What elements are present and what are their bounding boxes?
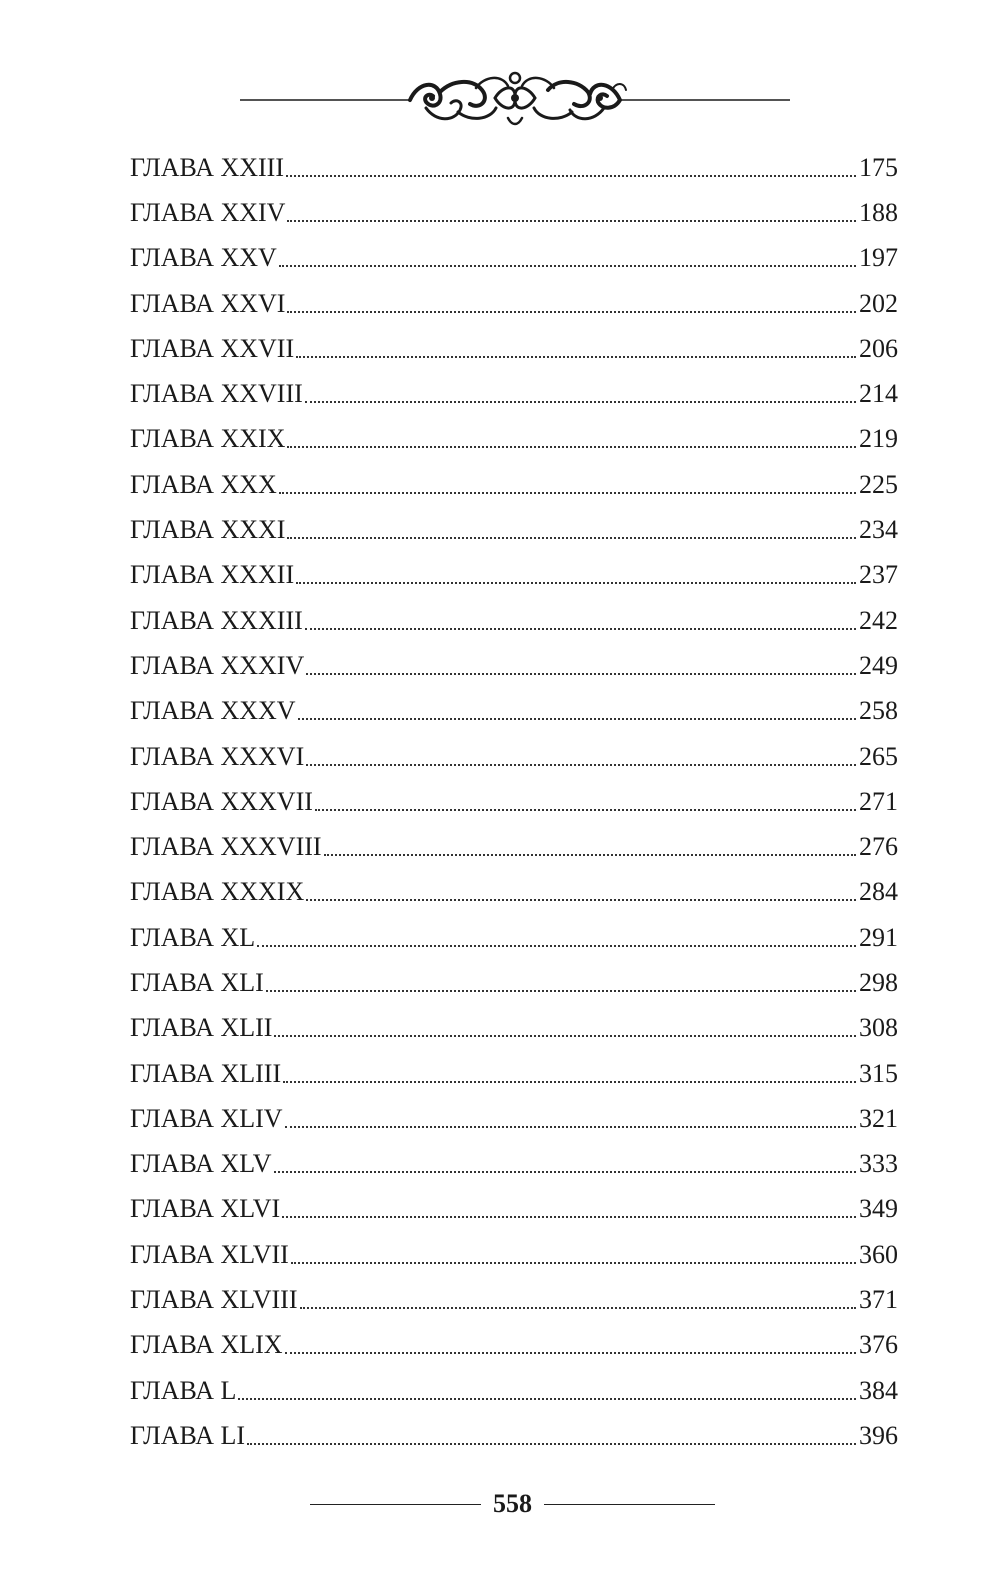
toc-entry-page: 225 <box>859 469 898 499</box>
toc-entry-page: 219 <box>859 424 898 454</box>
toc-entry-title: ГЛАВА XXXIX <box>130 877 305 907</box>
toc-entry <box>130 371 898 416</box>
toc-entry-page: 384 <box>859 1375 898 1405</box>
toc-entry-page: 237 <box>859 560 898 590</box>
toc-entry <box>130 643 898 688</box>
toc-entry <box>130 507 898 552</box>
toc-entry-title: ГЛАВА XLVII <box>130 1239 289 1269</box>
toc-entry <box>130 779 898 824</box>
toc-dot-leader <box>274 1171 856 1173</box>
toc-dot-leader <box>279 492 856 494</box>
toc-dot-leader <box>296 582 856 584</box>
toc-dot-leader <box>291 1262 856 1264</box>
toc-entry <box>130 960 898 1005</box>
header-ornament-icon <box>240 68 790 130</box>
toc-dot-leader <box>285 1352 856 1354</box>
toc-entry <box>130 1232 898 1277</box>
toc-entry-page: 265 <box>859 741 898 771</box>
toc-entry <box>130 326 898 371</box>
toc-entry-title: ГЛАВА LI <box>130 1420 246 1450</box>
toc-entry-page: 321 <box>859 1103 898 1133</box>
toc-entry <box>130 1051 898 1096</box>
toc-entry-title: ГЛАВА XXX <box>130 469 277 499</box>
toc-entry <box>130 145 898 190</box>
toc-entry-page: 298 <box>859 967 898 997</box>
toc-dot-leader <box>324 854 856 856</box>
toc-entry-page: 188 <box>859 197 898 227</box>
toc-entry <box>130 598 898 643</box>
toc-dot-leader <box>287 220 856 222</box>
toc-entry-page: 284 <box>859 877 898 907</box>
toc-dot-leader <box>238 1398 856 1400</box>
toc-entry-page: 349 <box>859 1194 898 1224</box>
toc-entry <box>130 553 898 598</box>
toc-entry <box>130 870 898 915</box>
toc-dot-leader <box>305 628 856 630</box>
toc-dot-leader <box>274 1035 856 1037</box>
toc-entry-page: 276 <box>859 832 898 862</box>
toc-dot-leader <box>285 1126 856 1128</box>
toc-entry <box>130 417 898 462</box>
toc-dot-leader <box>300 1307 857 1309</box>
toc-entry-title: ГЛАВА XXXIII <box>130 605 303 635</box>
toc-entry-title: ГЛАВА XLIX <box>130 1330 283 1360</box>
toc-entry-title: ГЛАВА XXVII <box>130 333 295 363</box>
toc-entry-title: ГЛАВА XXXVII <box>130 786 313 816</box>
toc-entry <box>130 915 898 960</box>
toc-dot-leader <box>286 175 856 177</box>
toc-entry-title: ГЛАВА XXXIV <box>130 650 305 680</box>
toc-entry-page: 360 <box>859 1239 898 1269</box>
toc-entry-page: 333 <box>859 1149 898 1179</box>
toc-entry-page: 214 <box>859 379 898 409</box>
toc-entry-title: ГЛАВА XXXVIII <box>130 832 322 862</box>
toc-entry-page: 206 <box>859 333 898 363</box>
toc-entry <box>130 190 898 235</box>
toc-entry-title: ГЛАВА XLI <box>130 967 264 997</box>
toc-entry <box>130 689 898 734</box>
toc-entry-title: ГЛАВА XXXII <box>130 560 295 590</box>
toc-entry-page: 376 <box>859 1330 898 1360</box>
toc-dot-leader <box>283 1081 856 1083</box>
toc-entry <box>130 1006 898 1051</box>
toc-dot-leader <box>306 673 856 675</box>
toc-dot-leader <box>257 945 856 947</box>
toc-entry-title: ГЛАВА XLII <box>130 1013 273 1043</box>
toc-entry <box>130 824 898 869</box>
toc-dot-leader <box>315 809 856 811</box>
toc-entry-page: 234 <box>859 515 898 545</box>
page-footer <box>310 1484 715 1524</box>
toc-dot-leader <box>306 899 856 901</box>
toc-entry <box>130 734 898 779</box>
toc-entry-title: ГЛАВА XXVI <box>130 288 286 318</box>
toc-entry <box>130 1142 898 1187</box>
toc-entry-title: ГЛАВА XXXVI <box>130 741 305 771</box>
toc-entry-page: 271 <box>859 786 898 816</box>
toc-entry-title: ГЛАВА XXXI <box>130 515 286 545</box>
toc-entry-title: ГЛАВА XXIII <box>130 152 284 182</box>
toc-entry-title: ГЛАВА XLV <box>130 1149 272 1179</box>
toc-dot-leader <box>282 1216 856 1218</box>
toc-dot-leader <box>296 356 856 358</box>
toc-dot-leader <box>306 764 856 766</box>
toc-entry-page: 175 <box>859 152 898 182</box>
toc-entry-title: ГЛАВА XXVIII <box>130 379 303 409</box>
toc-entry-title: ГЛАВА XLIII <box>130 1058 282 1088</box>
page-number: 558 <box>493 1489 532 1518</box>
toc-entry-title: ГЛАВА XXIX <box>130 424 286 454</box>
toc-dot-leader <box>298 718 856 720</box>
toc-dot-leader <box>287 537 856 539</box>
toc-entry <box>130 281 898 326</box>
toc-entry-title: ГЛАВА XLIV <box>130 1103 283 1133</box>
toc-entry-page: 242 <box>859 605 898 635</box>
footer-rule-left <box>310 1504 481 1505</box>
toc-entry-title: ГЛАВА XLVIII <box>130 1285 298 1315</box>
toc-entry-page: 258 <box>859 696 898 726</box>
toc-entry <box>130 1096 898 1141</box>
toc-entry-page: 202 <box>859 288 898 318</box>
toc-entry-title: ГЛАВА XXV <box>130 243 277 273</box>
toc-entry-title: ГЛАВА XLVI <box>130 1194 281 1224</box>
toc-entry-title: ГЛАВА XXXV <box>130 696 296 726</box>
toc-entry <box>130 462 898 507</box>
toc-dot-leader <box>287 446 856 448</box>
toc-dot-leader <box>266 990 856 992</box>
toc-entry-title: ГЛАВА L <box>130 1375 237 1405</box>
toc-entry-title: ГЛАВА XXIV <box>130 197 286 227</box>
toc-entry <box>130 1368 898 1413</box>
toc-entry-page: 197 <box>859 243 898 273</box>
toc-entry-page: 249 <box>859 650 898 680</box>
toc-entry-page: 396 <box>859 1420 898 1450</box>
toc-entry-title: ГЛАВА XL <box>130 922 256 952</box>
toc-dot-leader <box>287 311 856 313</box>
toc-dot-leader <box>279 265 856 267</box>
toc-entry-page: 308 <box>859 1013 898 1043</box>
table-of-contents <box>130 145 898 1459</box>
footer-rule-right <box>544 1504 715 1505</box>
toc-dot-leader <box>305 401 856 403</box>
toc-entry-page: 315 <box>859 1058 898 1088</box>
toc-entry <box>130 1187 898 1232</box>
toc-entry-page: 291 <box>859 922 898 952</box>
toc-entry <box>130 1413 898 1458</box>
toc-entry <box>130 1323 898 1368</box>
toc-dot-leader <box>247 1443 856 1445</box>
toc-entry-page: 371 <box>859 1285 898 1315</box>
toc-entry <box>130 236 898 281</box>
toc-entry <box>130 1277 898 1322</box>
